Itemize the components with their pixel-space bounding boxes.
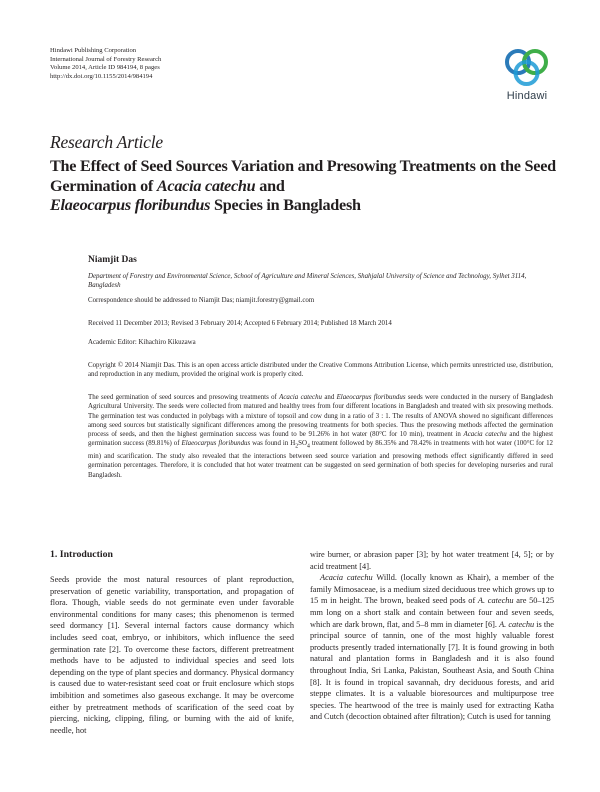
title-species: Acacia catechu (156, 176, 256, 195)
acacia-paragraph (310, 572, 554, 723)
title-part: and (255, 176, 285, 195)
affiliation: Department of Forestry and Environmental Science, School of Agriculture and Mineral Sciences, Shahjalal University of Science and Technology, Sylhet 3114, Bangladesh (88, 273, 527, 290)
section-heading-introduction: 1. Introduction (50, 549, 113, 560)
author-name: Niamjit Das (88, 255, 137, 265)
left-column (50, 574, 294, 736)
title-species: Elaeocarpus floribundus (50, 196, 211, 214)
paragraph-text: Willd. (locally known as Khair), a member of the family Mimosaceae, is a medium sized deciduous tree which grows up to 15 m in height. The brown, beaked seed pods of (310, 573, 554, 606)
abstract-species: Acacia catechu (463, 431, 507, 439)
abstract-text: treatment followed by 86.35% and 78.42% in treatments with hot water (100°C for 12 min) and scarification. The study also revealed that the interactions between seed source variation and presowing methods effect significantly differed in seed germination percentages. Therefore, it is concluded that hot water treatment can be suggested on seed germination of both species for developing nurseries and rural Bangladesh. (88, 440, 553, 479)
volume-line: Volume 2014, Article ID 984194, 8 pages (50, 64, 160, 72)
abstract-subscript: 2 (295, 443, 299, 450)
abstract-text: seeds were conducted in the nursery of Bangladesh Agricultural University. The seeds were collected from matured and healthy trees from four different locations in Bangladesh and treated with six presowing methods. The germination test was conducted in polybags with a mixture of topsoil and cow dung in a ratio of 3 : 1. The results of ANOVA showed no significant differences among seed sources but statistically significant differences among the presowing treatments for both species. Thus the presowing methods affected the germination process of seeds, and then the highest germination success was found to be 91.26% in hot water (80°C for 10 min), treatment in (88, 394, 553, 439)
abstract-species: Elaeocarpus floribundus (336, 394, 406, 401)
title-part: The Effect of Seed Sources Variation and Presowing Treatments on the Seed Germination of (50, 157, 556, 195)
hindawi-logo-text: Hindawi (506, 90, 548, 102)
abstract-species: Elaeocarpus floribundus (181, 440, 251, 448)
right-column (310, 549, 554, 723)
abstract-species: Acacia catechu (279, 394, 322, 401)
paragraph-text: is the principal source of tannin, one of the most highly valuable forest products presently traded internationally [7]. It is found growing in both natural and plantation forms in Bangladesh and it is also found throughout India, Sri Lanka, Pakistan, Southeast Asia, and South China [8]. It is found in tropical savannah, dry deciduous forests, and arid steppe climates. It is a valuable bioresources and multipurpose tree species. The heartwood of the tree is mainly used for extracting Katha and Cutch (decoction obtained after filtration); Cutch is used for tanning (310, 619, 554, 722)
article-dates: Received 11 December 2013; Revised 3 February 2014; Accepted 6 February 2014; Published 18 March 2014 (88, 320, 392, 327)
academic-editor: Academic Editor: Kihachiro Kikuzawa (88, 339, 196, 346)
paragraph-text: are 50–125 mm long on a short stalk and contain between four and seven seeds, which are dark brown, flat, and 5–8 mm in diameter [6]. (310, 596, 555, 629)
intro-paragraph: wire burner, or abrasion paper [3]; by hot water treatment [4, 5]; or by acid treatment [4]. (310, 550, 554, 571)
abstract-subscript: 4 (306, 443, 310, 450)
article-type: Research Article (50, 132, 163, 152)
doi-link[interactable]: http://dx.doi.org/10.1155/2014/984194 (50, 72, 153, 80)
abstract-text: and (322, 394, 337, 401)
abstract-text: SO (298, 440, 307, 448)
article-title (50, 157, 560, 216)
species-name: Acacia catechu (320, 573, 373, 583)
abstract (88, 393, 553, 480)
hindawi-logo-icon (498, 45, 556, 89)
abstract-text: and the highest germination success (89.81%) of (88, 431, 553, 448)
species-name: A. catechu (499, 619, 535, 629)
abstract-text: was found in H (250, 440, 296, 448)
species-name: A. catechu (477, 596, 514, 606)
intro-paragraph: Seeds provide the most natural resources of plant reproduction, preservation of genetic variability, transportation, and propagation of flora. Though, viable seeds do not germinate even under favorable environmental conditions for many cases; this phenomenon is termed seed dormancy [1]. Several internal factors cause dormancy which includes seed coat, embryo, or inhibitors, which influence the seed germination rate [2]. To overcome these factors, different pretreatment methods have to be adjusted to individual species and seed lots depending on the type of plant species and dormancy. Physical dormancy is caused due to water-resistant seed coat or fruit enclosure which stops imbibition and sometimes also gaseous exchange. It may be overcome either by pretreatment methods of scarification of the seed coat by piercing, nicking, clipping, filing, or burning with the aid of knife, needle, hot (50, 575, 294, 735)
journal-name-line: International Journal of Forestry Research (50, 55, 162, 63)
hindawi-logo (498, 45, 556, 107)
publisher-line: Hindawi Publishing Corporation (50, 47, 137, 54)
copyright-notice: Copyright © 2014 Niamjit Das. This is an open access article distributed under the Creative Commons Attribution License, which permits unrestricted use, distribution, and reproduction in any medium, provided the original work is properly cited. (88, 362, 553, 379)
abstract-text: The seed germination of seed sources and presowing treatments of (88, 394, 280, 401)
title-part: Species in Bangladesh (210, 196, 361, 214)
correspondence: Correspondence should be addressed to Niamjit Das; niamjit.forestry@gmail.com (88, 297, 315, 304)
journal-header (50, 47, 161, 81)
